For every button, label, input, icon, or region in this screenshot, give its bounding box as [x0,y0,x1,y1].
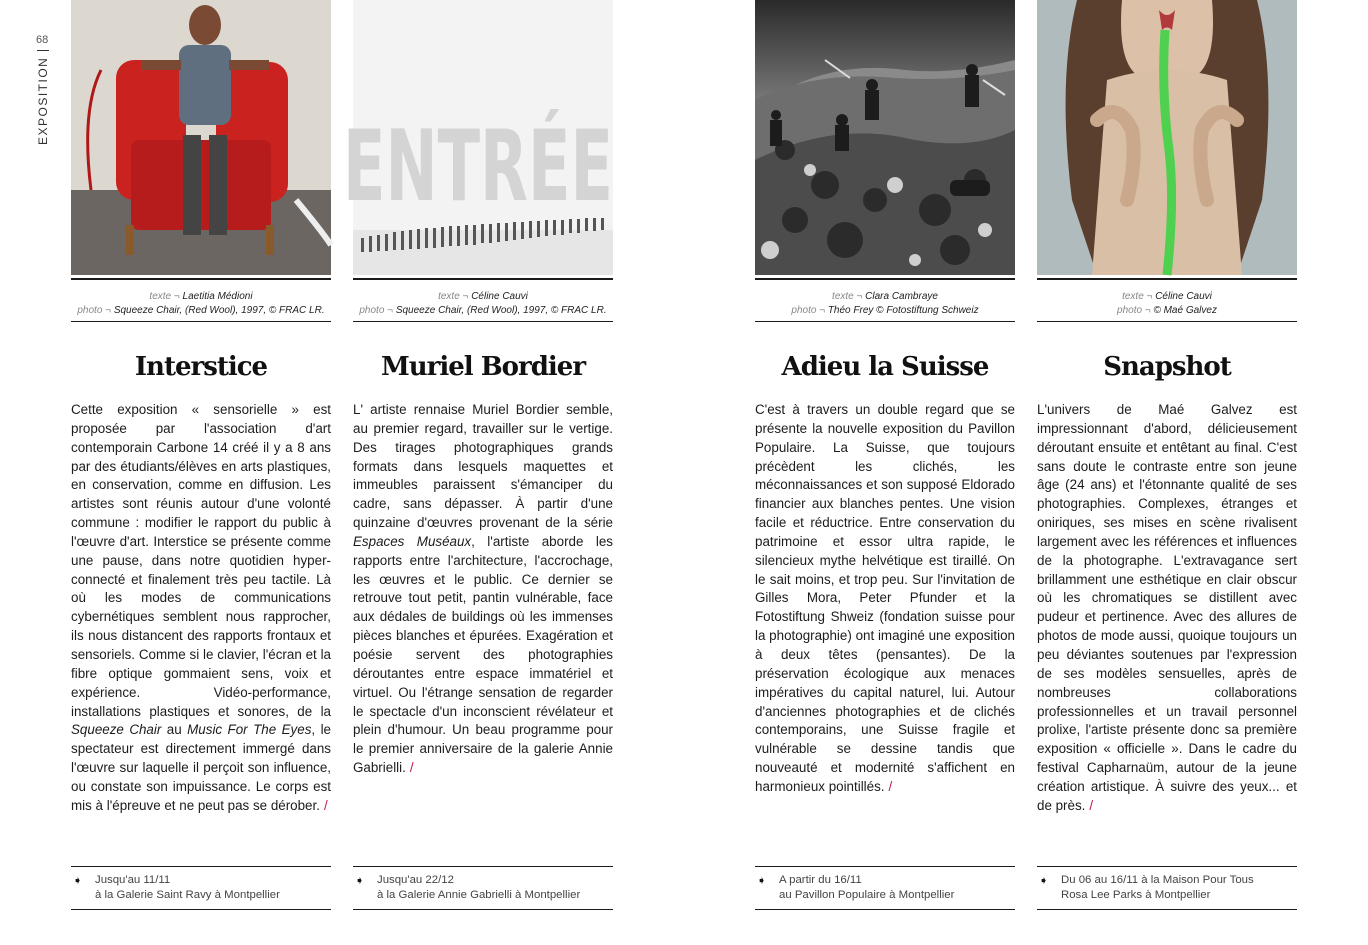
credits [755,290,1015,318]
article-body [71,401,331,816]
article-body [1037,401,1297,816]
arrow-icon: ➧ [355,875,365,887]
body-text-part: L' artiste rennaise Muriel Bordier semble, au premier regard, travailler sur le vertige. Des tirages photographiques grands formats dans lesquels maquettes et immeubles paraissent s'émanciper du cadre, sans dépasser. À partir d'une quinzaine d'œuvres provenant de la série [353,402,613,531]
body-text-part: au [161,722,188,738]
credit-text-label: texte ¬ [438,291,469,302]
credit-photo: © Maé Galvez [1153,305,1217,316]
article-title: Muriel Bordier [380,352,586,382]
event-venue: à la Galerie Saint Ravy à Montpellier [95,889,280,901]
photo-entree [343,0,769,275]
article-muriel-bordier [343,0,769,901]
credit-photo: Théo Frey © Fotostiftung Schweiz [827,305,979,316]
credit-photo: Squeeze Chair, (Red Wool), 1997, © FRAC LR. [113,305,325,316]
credit-text-label: texte ¬ [1122,291,1153,302]
end-mark: / [1089,797,1094,813]
event-dates: Jusqu'au 22/12 [377,874,454,886]
credits [1037,290,1297,318]
photo-word: ENTRÉE [343,110,769,224]
photo-rule [353,278,613,280]
credit-photo-label: photo ¬ [791,305,826,316]
credit-text-label: texte ¬ [832,291,863,302]
event-venue: Rosa Lee Parks à Montpellier [1061,889,1211,901]
article-body [755,401,1015,797]
end-mark: / [888,778,893,794]
photo-rule [755,278,1015,280]
article-title: Interstice [134,352,268,382]
photo-rule [71,278,331,280]
end-mark: / [323,797,328,813]
credits [71,290,331,318]
event-venue: au Pavillon Populaire à Montpellier [779,889,955,901]
arrow-icon: ➧ [1039,875,1049,887]
credit-photo-label: photo ¬ [359,305,394,316]
body-emphasis: Music For The Eyes [187,722,312,738]
article-adieu-la-suisse [755,0,1015,901]
credit-photo: Squeeze Chair, (Red Wool), 1997, © FRAC LR. [395,305,607,316]
body-text-part: C'est à travers un double regard que se présente la nouvelle exposition du Pavillon Populaire. La Suisse, que toujours précèdent les clichés, les méconnaissances et son supposé Eldorado financier aux blanches pentes. Une vision facile et réductrice. Entre conservation du patrimoine et essor ultra rapide, le silencieux mythe helvétique est tiraillé. On le sait moins, et trop peu. Sur l'invitation de Gilles Mora, Peter Pfunder et la Fotostiftung Shweiz (fondation suisse pour la photographie) ont imaginé une exposition à deux têtes (pensantes). De la préservation écologique aux menaces impératives du capital naturel, lui. Autour d'anciennes photographies et de clichés contemporains, une Suisse fragile et vulnérable se dessine tandis que nouveauté et modernité s'affichent en harmonieux pointillés. [755,402,1015,794]
article-snapshot [1037,0,1297,901]
credit-text-label: texte ¬ [149,291,180,302]
credit-text-author: Laetitia Médioni [182,291,253,302]
article-interstice [71,0,332,901]
section-divider [37,50,49,51]
event-dates: A partir du 16/11 [779,874,862,886]
event-info [71,866,331,910]
end-mark: / [409,760,414,776]
photo-rule [1037,278,1297,280]
credit-photo-label: photo ¬ [1117,305,1151,316]
article-body [353,401,613,778]
credits-rule [755,321,1015,322]
credits [353,290,613,318]
page-number: 68 [36,34,49,46]
body-emphasis: Squeeze Chair [71,722,162,738]
photo-red-chair [71,0,331,275]
body-emphasis: Espaces Muséaux [353,533,472,549]
photo-mountain-workers [755,0,1015,275]
article-title: Adieu la Suisse [781,352,989,382]
arrow-icon: ➧ [757,875,767,887]
body-text-part: Cette exposition « sensorielle » est proposée par l'association d'art contemporain Carbone 14 créé il y a 8 ans par des étudiants/élèves en arts plastiques, en conservation, comme en diffusion. Les artistes sont réunis autour d'une volonté commune : modifier le rapport du public à l'œuvre d'art. Interstice se présente comme une pause, dans notre quotidien hyper-connecté et finalement très peu tactile. Là où les modes de communications cybernétiques semblent nous rapprocher, ils nous distancent des rapports frontaux et sensoriels. Comme si le clavier, l'écran et la fibre optique gommaient sens, voix et expérience. Vidéo-performance, installations plastiques et sonores, de la [71,402,331,719]
event-dates: Du 06 au 16/11 à la Maison Pour Tous [1061,874,1254,886]
section-label [36,50,50,145]
credit-text-author: Clara Cambraye [865,291,938,302]
event-info [755,866,1015,910]
event-dates: Jusqu'au 11/11 [95,874,171,886]
body-text-part: L'univers de Maé Galvez est impressionnant d'abord, délicieusement déroutant ensuite et entêtant au final. C'est sans doute le contraste entre son jeune âge (24 ans) et l'étonnante qualité de ses photographies. Complexes, étranges et oniriques, ses mises en scène rivalisent largement avec les références et influences de la photographe. L'extravagance sert brillamment une esthétique en clair obscur où les chromatiques se distillent avec pudeur et pertinence. Avec des allures de photos de mode aussi, quoique toujours un peu déviantes soutenues par l'expression de ses modèles sensuelles, après de nombreuses collaborations professionnelles et un travail personnel prolixe, l'artiste présente donc sa première exposition « officielle ». Dans le cadre du festival Capharnaüm, autour de la jeune création artistique. À suivre des yeux... et de près. [1037,402,1297,813]
credits-rule [71,321,331,322]
event-info [353,866,613,910]
event-info [1037,866,1297,910]
body-text-part: , le spectateur est directement immergé dans l'œuvre sur laquelle il perçoit son influence, ou constate son impuissance. Le corps est mis à l'épreuve et ne peut pas se dérober. [71,722,332,813]
credit-text-author: Céline Cauvi [471,291,528,302]
article-title: Snapshot [1103,352,1231,382]
credits-rule [353,321,613,322]
arrow-icon: ➧ [73,875,83,887]
credit-text-author: Céline Cauvi [1155,291,1212,302]
section-label-text: EXPOSITION [36,56,50,145]
credit-photo-label: photo ¬ [77,305,112,316]
event-venue: à la Galerie Annie Gabrielli à Montpellier [377,889,581,901]
photo-portrait [1037,0,1297,275]
body-text-part: , l'artiste aborde les rapports entre l'architecture, l'accrochage, les œuvres et le public. Ce dernier se retrouve tout petit, pantin vulnérable, face aux dédales de buildings où les immenses pièces blanches et épurées. Exagération et poésie servent des photographies déroutantes entre espace immatériel et virtuel. Ou l'étrange sensation de regarder le spectacle d'un inconscient révélateur et plein d'humour. Un beau programme pour le premier anniversaire de la galerie Annie Gabrielli. [353,533,613,776]
credits-rule [1037,321,1297,322]
